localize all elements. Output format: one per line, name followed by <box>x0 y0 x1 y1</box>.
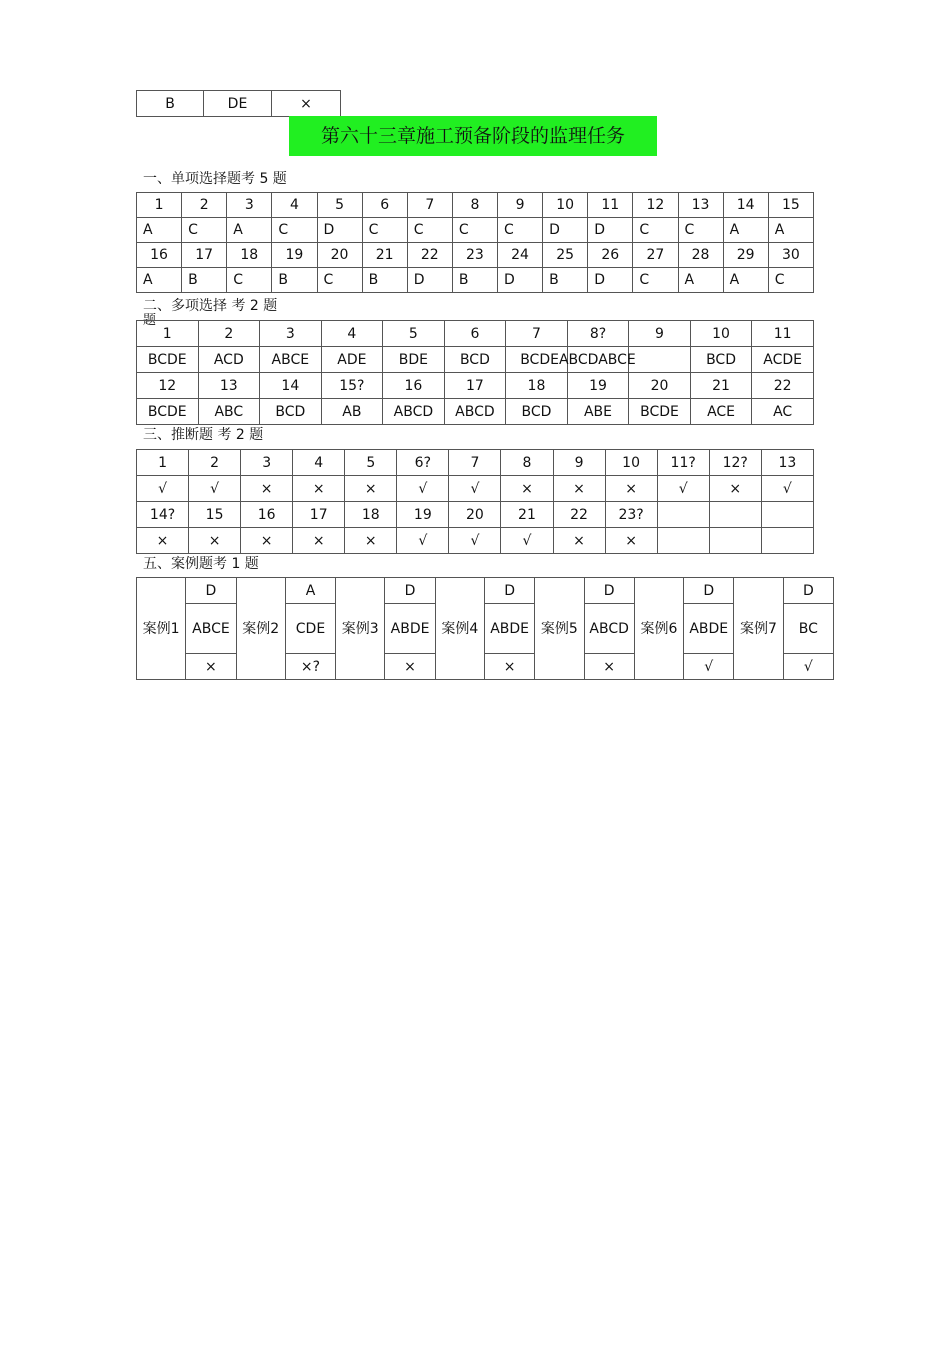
answer-cell: BCD <box>506 399 568 425</box>
answer-cell: D <box>407 268 452 293</box>
answer-cell: √ <box>189 476 241 502</box>
answer-cell: C <box>227 268 272 293</box>
answer-cell <box>657 502 709 528</box>
answer-cell: D <box>317 218 362 243</box>
case-answer: × <box>186 654 236 680</box>
answer-cell: ACE <box>690 399 752 425</box>
answer-cell: 26 <box>588 243 633 268</box>
case-answer: ABDE <box>385 604 435 654</box>
section2-heading-overflow: 题 <box>143 313 157 328</box>
answer-cell: 13 <box>198 373 260 399</box>
answer-cell: 10 <box>690 321 752 347</box>
case-answer: D <box>385 578 435 604</box>
answer-cell: 1 <box>137 450 189 476</box>
table-row <box>137 193 814 218</box>
answer-cell: 3 <box>227 193 272 218</box>
section2-heading: 二、多项选择 考 2 题 <box>143 298 278 314</box>
answer-cell: B <box>452 268 497 293</box>
section5-heading: 五、案例题考 1 题 <box>143 556 259 572</box>
single-choice-table <box>136 192 814 293</box>
answer-cell: √ <box>397 528 449 554</box>
answer-cell: 23 <box>452 243 497 268</box>
answer-cell: 17 <box>444 373 506 399</box>
answer-cell: ABC <box>198 399 260 425</box>
case-answer: CDE <box>285 604 335 654</box>
answer-cell <box>709 528 761 554</box>
case-table <box>136 577 834 680</box>
answer-cell: 17 <box>293 502 345 528</box>
case-label: 案例2 <box>236 578 285 680</box>
answer-cell: AB <box>321 399 383 425</box>
answer-cell: 16 <box>137 243 182 268</box>
case-answer: D <box>186 578 236 604</box>
answer-cell: 7 <box>449 450 501 476</box>
answer-cell: 20 <box>449 502 501 528</box>
answer-cell: D <box>588 268 633 293</box>
answer-cell: √ <box>449 476 501 502</box>
answer-cell: C <box>362 218 407 243</box>
answer-cell: 18 <box>227 243 272 268</box>
case-label: 案例7 <box>734 578 783 680</box>
answer-cell: C <box>633 268 678 293</box>
case-answer: D <box>584 578 634 604</box>
answer-cell: BCD <box>444 347 506 373</box>
case-answer: ABCD <box>584 604 634 654</box>
table-row <box>137 399 814 425</box>
answer-cell: 20 <box>317 243 362 268</box>
table-row <box>137 578 834 604</box>
answer-cell: ABCD <box>383 399 445 425</box>
answer-cell: AC <box>752 399 814 425</box>
answer-cell: 22 <box>752 373 814 399</box>
answer-cell: 13 <box>761 450 813 476</box>
answer-cell: C <box>633 218 678 243</box>
table-row <box>137 321 814 347</box>
answer-cell: 28 <box>678 243 723 268</box>
answer-cell: 23? <box>605 502 657 528</box>
answer-cell: A <box>768 218 813 243</box>
answer-cell: √ <box>761 476 813 502</box>
answer-cell: C <box>407 218 452 243</box>
top-cell: B <box>137 91 204 117</box>
answer-cell: 14 <box>723 193 768 218</box>
case-answer: √ <box>783 654 833 680</box>
answer-cell: × <box>605 476 657 502</box>
answer-cell: 25 <box>543 243 588 268</box>
answer-cell: 13 <box>678 193 723 218</box>
answer-cell <box>761 528 813 554</box>
answer-cell: 7 <box>407 193 452 218</box>
answer-cell: ABCE <box>260 347 322 373</box>
case-answer: × <box>385 654 435 680</box>
table-row <box>137 218 814 243</box>
case-label: 案例5 <box>535 578 584 680</box>
answer-cell: 8 <box>452 193 497 218</box>
answer-cell: D <box>588 218 633 243</box>
answer-cell: C <box>498 218 543 243</box>
case-answer: ABDE <box>684 604 734 654</box>
chapter-title: 第六十三章施工预备阶段的监理任务 <box>289 116 657 156</box>
answer-cell: × <box>293 528 345 554</box>
answer-cell: D <box>498 268 543 293</box>
case-answer: D <box>484 578 534 604</box>
answer-cell: × <box>501 476 553 502</box>
answer-cell: 9 <box>629 321 691 347</box>
answer-cell: B <box>543 268 588 293</box>
answer-cell: √ <box>449 528 501 554</box>
answer-cell: BCDE <box>137 347 199 373</box>
answer-cell: 1 <box>137 193 182 218</box>
answer-cell <box>709 502 761 528</box>
answer-cell: 19 <box>397 502 449 528</box>
answer-cell: 21 <box>362 243 407 268</box>
answer-cell: 2 <box>198 321 260 347</box>
answer-cell: × <box>293 476 345 502</box>
answer-cell: 6 <box>362 193 407 218</box>
answer-cell: BCDEABCDABCE <box>506 347 568 373</box>
answer-cell: B <box>182 268 227 293</box>
table-row <box>137 476 814 502</box>
case-label: 案例3 <box>336 578 385 680</box>
answer-cell: 2 <box>182 193 227 218</box>
answer-cell: 1 <box>137 321 199 347</box>
answer-cell: 3 <box>260 321 322 347</box>
answer-cell: 15 <box>768 193 813 218</box>
answer-cell: × <box>137 528 189 554</box>
answer-cell <box>629 347 691 373</box>
case-answer: D <box>684 578 734 604</box>
answer-cell: × <box>605 528 657 554</box>
answer-cell: 6 <box>444 321 506 347</box>
judgment-table <box>136 449 814 554</box>
answer-cell: 7 <box>506 321 568 347</box>
answer-cell: × <box>709 476 761 502</box>
answer-cell: D <box>543 218 588 243</box>
answer-cell: C <box>768 268 813 293</box>
case-answer: × <box>584 654 634 680</box>
answer-cell: 30 <box>768 243 813 268</box>
answer-cell: 17 <box>182 243 227 268</box>
answer-cell: 10 <box>605 450 657 476</box>
answer-cell: 29 <box>723 243 768 268</box>
answer-cell: 11 <box>752 321 814 347</box>
top-answer-row <box>136 90 341 117</box>
answer-cell: × <box>553 476 605 502</box>
answer-cell: 22 <box>553 502 605 528</box>
answer-cell: 12? <box>709 450 761 476</box>
case-answer: ×? <box>285 654 335 680</box>
answer-cell: 8 <box>501 450 553 476</box>
top-cell: × <box>272 91 341 117</box>
answer-cell: 4 <box>293 450 345 476</box>
answer-cell <box>761 502 813 528</box>
case-answer: D <box>783 578 833 604</box>
answer-cell: A <box>723 268 768 293</box>
answer-cell: 27 <box>633 243 678 268</box>
answer-cell: × <box>345 476 397 502</box>
answer-cell: BDE <box>383 347 445 373</box>
answer-cell: ACD <box>198 347 260 373</box>
answer-cell: × <box>553 528 605 554</box>
answer-cell: 9 <box>553 450 605 476</box>
table-row <box>137 450 814 476</box>
answer-cell: 19 <box>272 243 317 268</box>
answer-cell: 4 <box>272 193 317 218</box>
answer-cell <box>657 528 709 554</box>
answer-cell: × <box>345 528 397 554</box>
case-label: 案例6 <box>634 578 683 680</box>
answer-cell: 14 <box>260 373 322 399</box>
answer-cell: B <box>362 268 407 293</box>
answer-cell: 15 <box>189 502 241 528</box>
answer-cell: × <box>189 528 241 554</box>
answer-cell: C <box>452 218 497 243</box>
answer-cell: ABCD <box>444 399 506 425</box>
case-label: 案例1 <box>137 578 186 680</box>
case-label: 案例4 <box>435 578 484 680</box>
table-row <box>137 528 814 554</box>
answer-cell: √ <box>137 476 189 502</box>
answer-cell: C <box>678 218 723 243</box>
answer-cell: 19 <box>567 373 629 399</box>
answer-cell: 18 <box>506 373 568 399</box>
section3-heading: 三、推断题 考 2 题 <box>143 427 264 443</box>
answer-cell: A <box>137 218 182 243</box>
answer-cell: 16 <box>383 373 445 399</box>
answer-cell: 21 <box>501 502 553 528</box>
case-answer: × <box>484 654 534 680</box>
answer-cell: 11 <box>588 193 633 218</box>
answer-cell: A <box>137 268 182 293</box>
answer-cell: 9 <box>498 193 543 218</box>
answer-cell: 14? <box>137 502 189 528</box>
answer-cell: BCD <box>690 347 752 373</box>
answer-cell: 11? <box>657 450 709 476</box>
answer-cell: 4 <box>321 321 383 347</box>
answer-cell: ACDE <box>752 347 814 373</box>
answer-cell: BCDE <box>137 399 199 425</box>
case-answer: BC <box>783 604 833 654</box>
answer-cell: ADE <box>321 347 383 373</box>
case-answer: A <box>285 578 335 604</box>
table-row <box>137 373 814 399</box>
answer-cell: 22 <box>407 243 452 268</box>
answer-cell: 15? <box>321 373 383 399</box>
answer-cell: √ <box>657 476 709 502</box>
answer-cell: 5 <box>383 321 445 347</box>
answer-cell: BCDE <box>629 399 691 425</box>
table-row <box>137 347 814 373</box>
answer-cell: 2 <box>189 450 241 476</box>
answer-cell: A <box>678 268 723 293</box>
answer-cell: B <box>272 268 317 293</box>
answer-cell: 12 <box>137 373 199 399</box>
answer-cell: 6? <box>397 450 449 476</box>
answer-cell: 20 <box>629 373 691 399</box>
answer-cell: ABE <box>567 399 629 425</box>
answer-cell: 5 <box>317 193 362 218</box>
case-answer: √ <box>684 654 734 680</box>
answer-cell: 16 <box>241 502 293 528</box>
answer-cell: √ <box>397 476 449 502</box>
answer-cell: 18 <box>345 502 397 528</box>
answer-cell: BCD <box>260 399 322 425</box>
answer-cell: 12 <box>633 193 678 218</box>
answer-cell: √ <box>501 528 553 554</box>
answer-cell: A <box>723 218 768 243</box>
answer-cell: 5 <box>345 450 397 476</box>
answer-cell: × <box>241 476 293 502</box>
answer-cell: × <box>241 528 293 554</box>
answer-cell: 10 <box>543 193 588 218</box>
top-cell: DE <box>204 91 272 117</box>
answer-cell: 8? <box>567 321 629 347</box>
answer-cell: A <box>227 218 272 243</box>
answer-cell: C <box>272 218 317 243</box>
answer-cell: 21 <box>690 373 752 399</box>
case-answer: ABCE <box>186 604 236 654</box>
answer-cell: 3 <box>241 450 293 476</box>
table-row <box>137 502 814 528</box>
table-row <box>137 268 814 293</box>
table-row <box>137 243 814 268</box>
answer-cell: 24 <box>498 243 543 268</box>
answer-cell: C <box>182 218 227 243</box>
answer-cell: C <box>317 268 362 293</box>
section1-heading: 一、单项选择题考 5 题 <box>143 171 287 187</box>
multiple-choice-table <box>136 320 814 425</box>
case-answer: ABDE <box>484 604 534 654</box>
